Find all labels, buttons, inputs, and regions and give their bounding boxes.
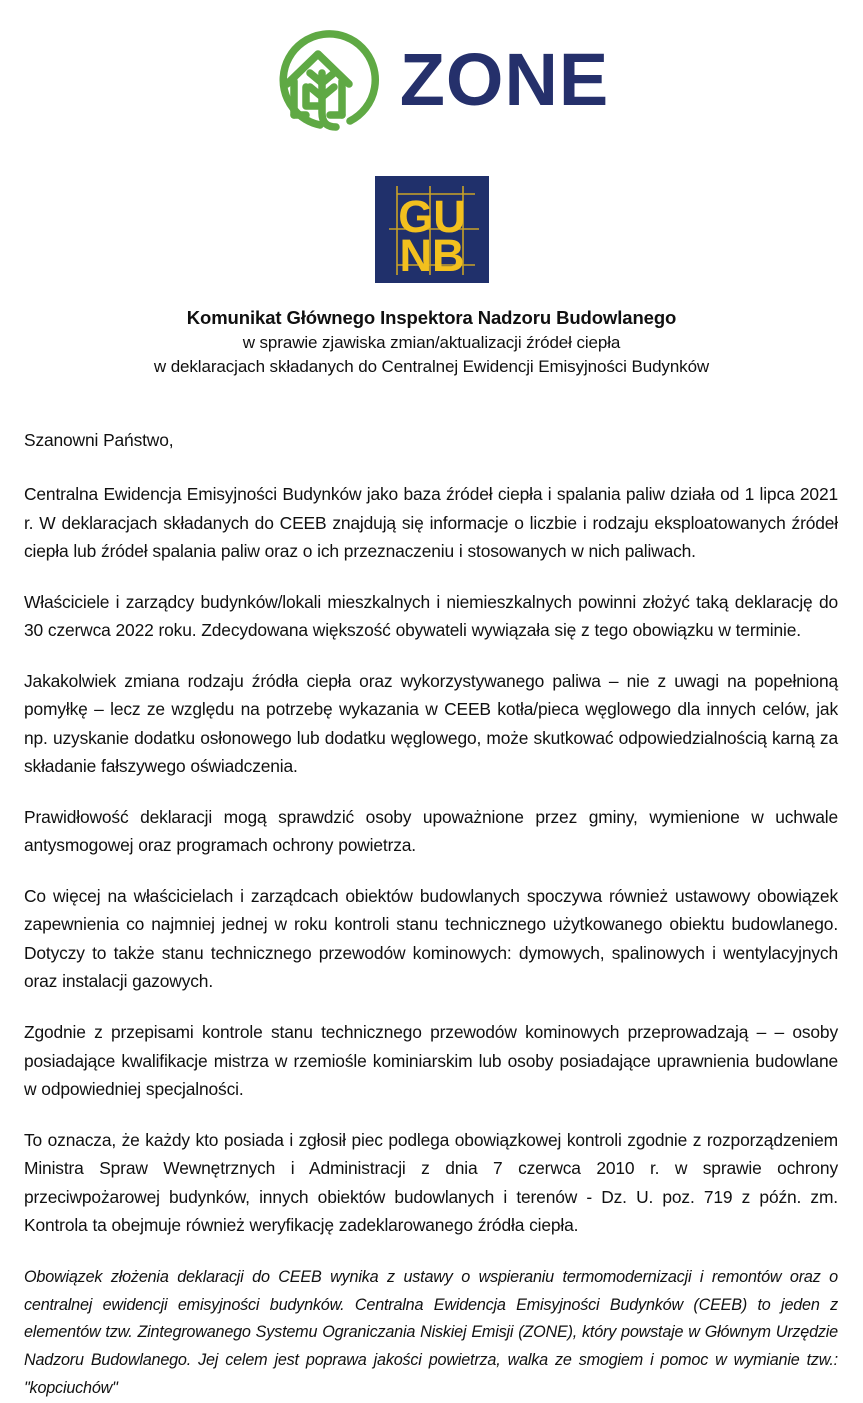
gunb-logo-square — [375, 176, 489, 283]
zone-house-tree-emblem-icon — [254, 21, 382, 139]
page-title — [0, 305, 863, 380]
body-paragraph-4: Prawidłowość deklaracji mogą sprawdzić osoby upoważnione przez gminy, wymienione w uchwale antysmogowej oraz programach ochrony powietrza. — [24, 806, 838, 856]
body-paragraph-6: Zgodnie z przepisami kontrole stanu technicznego przewodów kominowych przeprowadzają – – osoby posiadające kwalifikacje mistrza w rzemiośle kominiarskim lub osoby posiadające uprawnienia budowlane w odpowiedniej specjalności. — [24, 1022, 838, 1100]
document-body — [24, 380, 838, 1403]
gunb-logo-graphic — [375, 176, 489, 283]
svg-text:GU: GU — [397, 191, 466, 242]
title-line-1: Komunikat Głównego Inspektora Nadzoru Budowlanego — [186, 307, 677, 328]
body-paragraph-7: To oznacza, że każdy kto posiada i zgłosił piec podlega obowiązkowej kontroli zgodnie z rozporządzeniem Ministra Spraw Wewnętrznych i Administracji z dnia 7 czerwca 2010 r. w sprawie ochrony przeciwpożarowej budynków, innych obiektów budowlanych i terenów - Dz. U. poz. 719 z późn. zm. Kontrola ta obejmuje również weryfikację zadeklarowanego źródła ciepła. — [24, 1129, 838, 1236]
svg-text:NB: NB — [399, 230, 464, 281]
gunb-logo — [0, 176, 863, 283]
body-paragraph-3: Jakakolwiek zmiana rodzaju źródła ciepła oraz wykorzystywanego paliwa – nie z uwagi na popełnioną pomyłkę – lecz ze względu na potrzebę wykazania w CEEB kotła/pieca węglowego dla innych celów, jak np. uzyskanie dodatku osłonowego lub dodatku węglowego, może skutkować odpowiedzialnością karną za składanie fałszywego oświadczenia. — [24, 670, 838, 777]
title-line-3: w deklaracjach składanych do Centralnej Ewidencji Emisyjności Budynków — [153, 357, 710, 377]
zone-wordmark: ZONE — [399, 38, 610, 121]
body-paragraph-1: Centralna Ewidencja Emisyjności Budynków jako baza źródeł ciepła i spalania paliw działa od 1 lipca 2021 r. W deklaracjach składanych do CEEB znajdują się informacje o liczbie i rodzaju eksploatowanych źródeł ciepła lub źródeł spalania paliw oraz o ich przeznaczeniu i stosowanych w nich paliwach. — [24, 484, 838, 562]
zone-logo — [0, 0, 863, 132]
greeting-paragraph: Szanowni Państwo, — [24, 429, 174, 450]
footnote-paragraph: Obowiązek złożenia deklaracji do CEEB wynika z ustawy o wspieraniu termomodernizacji i remontów oraz o centralnej ewidencji emisyjności budynków. Centralna Ewidencja Emisyjności Budynków (CEEB) to jeden z elementów tzw. Zintegrowanego Systemu Ograniczania Niskiej Emisji (ZONE), który powstaje w Głównym Urzędzie Nadzoru Budowlanego. Jej celem jest poprawa jakości powietrza, walka ze smogiem i pomoc w wymianie tzw.: "kopciuchów" — [24, 1267, 838, 1398]
body-paragraph-2: Właściciele i zarządcy budynków/lokali mieszkalnych i niemieszkalnych powinni złożyć taką deklarację do 30 czerwca 2022 roku. Zdecydowana większość obywateli wywiązała się z tego obowiązku w terminie. — [24, 591, 838, 641]
title-line-2: w sprawie zjawiska zmian/aktualizacji źródeł ciepła — [242, 333, 621, 353]
body-paragraph-5: Co więcej na właścicielach i zarządcach obiektów budowlanych spoczywa również ustawowy obowiązek zapewnienia co najmniej jednej w roku kontroli stanu technicznego użytkowanego obiektu budowlanego. Dotyczy to także stanu technicznego przewodów kominowych: dymowych, spalinowych i wentylacyjnych oraz instalacji gazowych. — [24, 885, 838, 992]
